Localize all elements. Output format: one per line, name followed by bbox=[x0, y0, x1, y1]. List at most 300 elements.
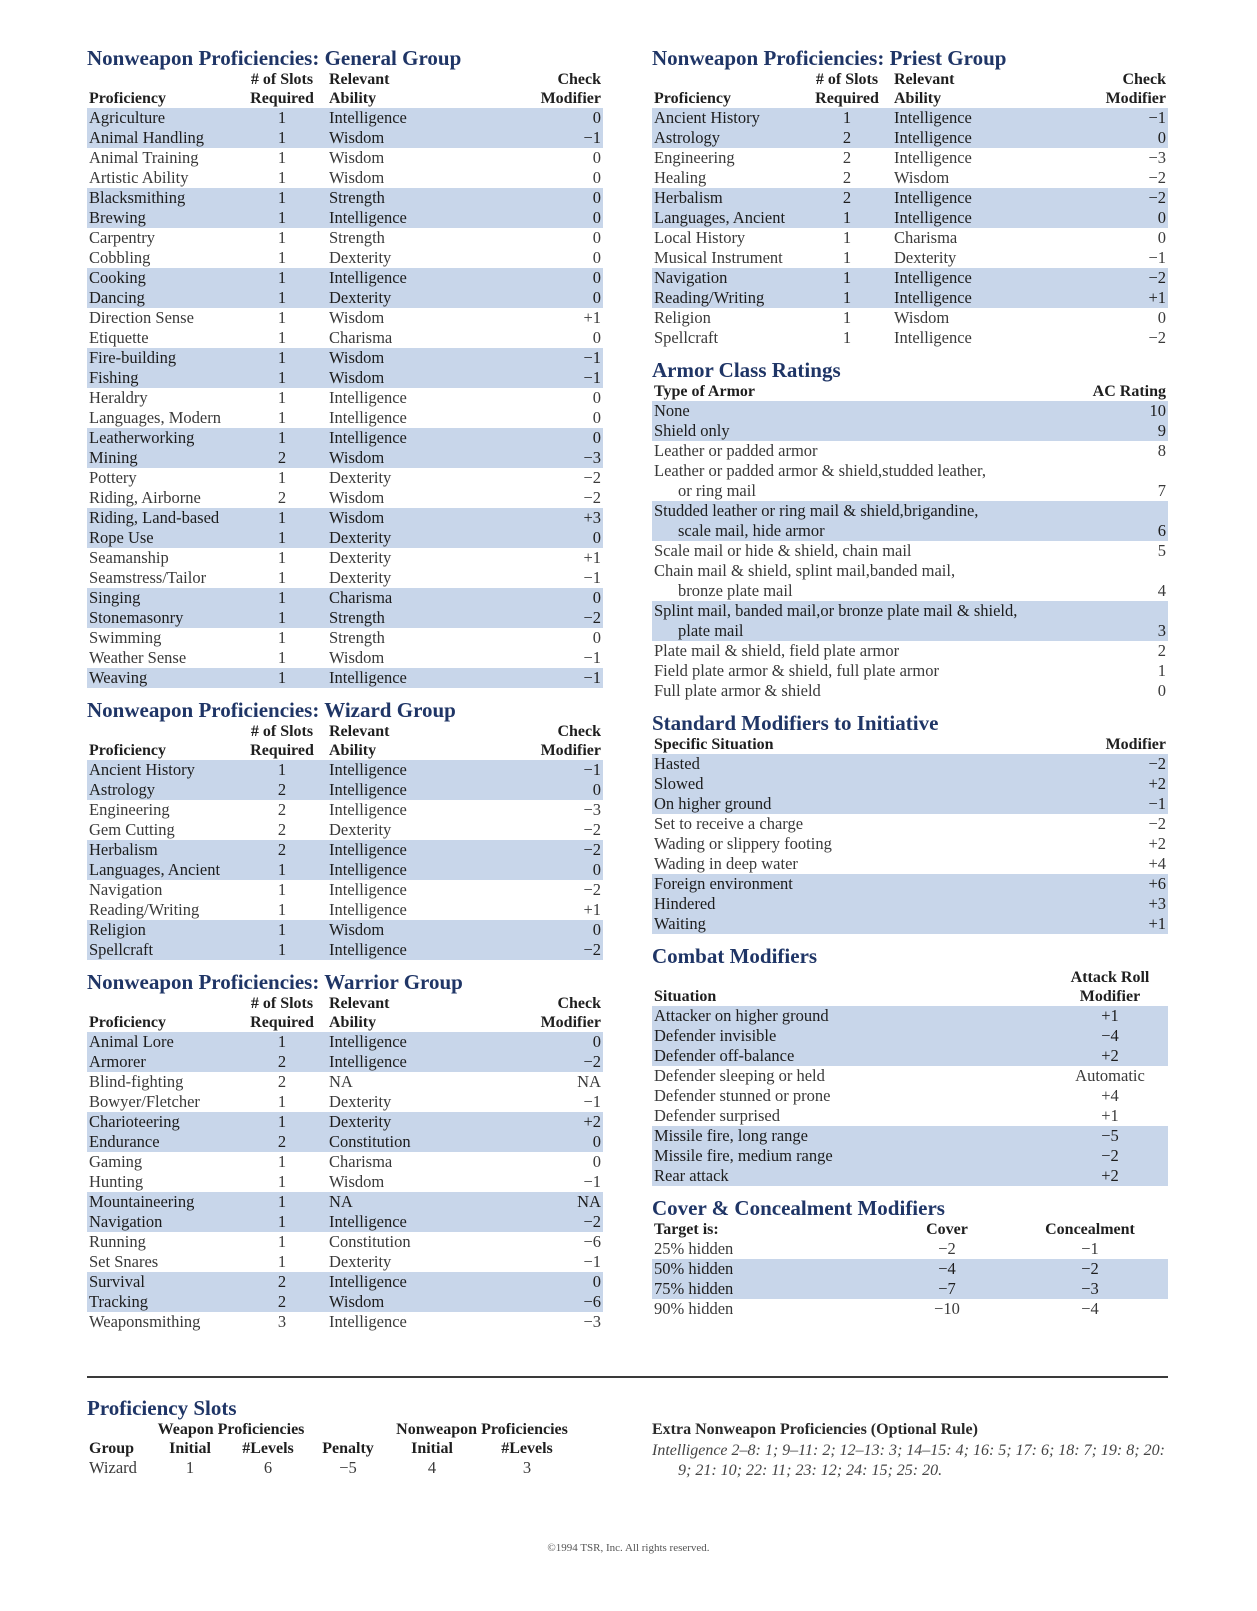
table-row bbox=[652, 188, 1168, 208]
cell-modifier: −1 bbox=[583, 568, 601, 587]
cell-armor-type: Full plate armor & shield bbox=[654, 681, 821, 700]
col-ability-bottom: Ability bbox=[329, 742, 377, 759]
cell-ability: Wisdom bbox=[327, 128, 477, 148]
cell-slots: 1 bbox=[842, 308, 852, 327]
table-row bbox=[652, 308, 1168, 328]
cell-slots: 2 bbox=[277, 1072, 287, 1091]
right-column bbox=[652, 46, 1168, 1329]
col-mod-top: Check bbox=[1122, 71, 1166, 88]
table-row bbox=[87, 940, 603, 960]
table-row bbox=[87, 608, 603, 628]
general-group-table bbox=[87, 70, 603, 688]
cell-modifier: +1 bbox=[1052, 1006, 1168, 1026]
cell-modifier: −5 bbox=[1052, 1126, 1168, 1146]
col-slots-bottom: Required bbox=[250, 1014, 314, 1031]
cell-slots: 1 bbox=[802, 268, 892, 288]
cell-modifier: NA bbox=[477, 1192, 603, 1212]
extra-proficiencies-text: Intelligence 2–8: 1; 9–11: 2; 12–13: 3; 14–15: 4; 16: 5; 17: 6; 18: 7; 19: 8; 20: 9; 21: 10; 22: 11; 23: 12; 24: 15; 25: 20. bbox=[652, 1442, 1165, 1479]
table-row bbox=[87, 468, 603, 488]
general-group-section bbox=[87, 46, 603, 688]
cell-ability: Intelligence bbox=[327, 780, 477, 800]
cell-modifier: −2 bbox=[1042, 268, 1168, 288]
cell-proficiency: Engineering bbox=[89, 800, 170, 819]
cell-proficiency: Set Snares bbox=[89, 1252, 159, 1271]
cell-proficiency: Weaponsmithing bbox=[89, 1312, 201, 1331]
cell-modifier: −4 bbox=[1052, 1026, 1168, 1046]
cell-proficiency: Dancing bbox=[87, 288, 237, 308]
cell-modifier: 0 bbox=[477, 780, 603, 800]
cell-slots: 1 bbox=[277, 248, 287, 267]
table-row bbox=[652, 288, 1168, 308]
cell-modifier: 0 bbox=[477, 108, 603, 128]
cell-target: 25% hidden bbox=[654, 1239, 734, 1258]
initiative-section bbox=[652, 711, 1168, 934]
cell-modifier: 0 bbox=[477, 920, 603, 940]
cell-modifier: +2 bbox=[477, 1112, 603, 1132]
cell-ac-rating: 6 bbox=[1072, 521, 1168, 541]
cell-modifier: −1 bbox=[1072, 794, 1168, 814]
cell-slots: 1 bbox=[237, 920, 327, 940]
table-row bbox=[652, 641, 1168, 661]
cell-ability: NA bbox=[327, 1192, 477, 1212]
cell-ability: Intelligence bbox=[327, 1212, 477, 1232]
col-situation: Situation bbox=[654, 988, 717, 1005]
cell-situation: Missile fire, medium range bbox=[652, 1146, 1052, 1166]
cell-slots: 1 bbox=[277, 1092, 287, 1111]
table-row bbox=[87, 108, 603, 128]
cell-modifier: 0 bbox=[592, 148, 601, 167]
cell-ability: Intelligence bbox=[892, 188, 1042, 208]
col-nw-levels: #Levels bbox=[501, 1440, 553, 1457]
cell-proficiency: Swimming bbox=[89, 628, 162, 647]
cell-proficiency: Spellcraft bbox=[654, 328, 719, 347]
col-ability-bottom: Ability bbox=[329, 90, 377, 107]
table-row bbox=[652, 108, 1168, 128]
col-ability-top: Relevant bbox=[329, 71, 390, 88]
cell-slots: 1 bbox=[802, 288, 892, 308]
cell-modifier: NA bbox=[577, 1072, 601, 1091]
cell-proficiency: Healing bbox=[654, 168, 707, 187]
table-row bbox=[87, 1172, 603, 1192]
cell-modifier: +1 bbox=[1101, 1106, 1119, 1125]
table-row bbox=[87, 1458, 577, 1478]
cell-ability: Wisdom bbox=[329, 1172, 385, 1191]
col-slots-top: # of Slots bbox=[250, 71, 314, 88]
table-row bbox=[87, 800, 603, 820]
col-modifier: Modifier bbox=[1079, 988, 1141, 1005]
table-row bbox=[87, 548, 603, 568]
table-row bbox=[87, 1272, 603, 1292]
cell-modifier: −2 bbox=[1052, 1146, 1168, 1166]
table-row bbox=[87, 248, 603, 268]
cell-proficiency: Languages, Ancient bbox=[87, 860, 237, 880]
cell-modifier: 0 bbox=[1157, 308, 1166, 327]
cell-proficiency: Tracking bbox=[87, 1292, 237, 1312]
cell-ability: Wisdom bbox=[327, 368, 477, 388]
col-initial: Initial bbox=[169, 1440, 211, 1457]
cell-ability: Intelligence bbox=[327, 940, 477, 960]
cell-ability: Intelligence bbox=[327, 1272, 477, 1292]
cell-proficiency: Gaming bbox=[89, 1152, 143, 1171]
cell-modifier: +2 bbox=[1072, 774, 1168, 794]
cell-ability: Intelligence bbox=[327, 860, 477, 880]
cell-ac-rating: 7 bbox=[1157, 481, 1166, 500]
cell-proficiency: Blind-fighting bbox=[89, 1072, 184, 1091]
table-row bbox=[87, 408, 603, 428]
cell-situation: Defender stunned or prone bbox=[654, 1086, 831, 1105]
cell-situation: Defender surprised bbox=[654, 1106, 780, 1125]
extra-proficiencies-section bbox=[652, 1420, 1172, 1481]
cell-ability: Charisma bbox=[329, 328, 393, 347]
cell-ability: Intelligence bbox=[327, 840, 477, 860]
table-row bbox=[652, 874, 1168, 894]
cell-modifier: 0 bbox=[477, 528, 603, 548]
table-row bbox=[87, 1072, 603, 1092]
cell-penalty: −5 bbox=[339, 1458, 357, 1477]
cell-situation: Set to receive a charge bbox=[654, 814, 804, 833]
table-row-continuation bbox=[652, 521, 1168, 541]
cell-modifier: −2 bbox=[583, 488, 601, 507]
cell-modifier: −1 bbox=[583, 1172, 601, 1191]
section-title: Proficiency Slots bbox=[87, 1396, 237, 1420]
weapon-proficiencies-header: Weapon Proficiencies bbox=[157, 1421, 305, 1438]
cell-slots: 1 bbox=[237, 128, 327, 148]
cell-slots: 1 bbox=[237, 1112, 327, 1132]
table-row bbox=[652, 1299, 1168, 1319]
cell-ability: Wisdom bbox=[329, 648, 385, 667]
col-slots-top: # of Slots bbox=[815, 71, 879, 88]
cell-ability: Wisdom bbox=[894, 308, 950, 327]
cell-armor-type: Chain mail & shield, splint mail,banded mail, bbox=[654, 561, 956, 580]
cell-modifier: 0 bbox=[477, 1132, 603, 1152]
section-divider bbox=[87, 1376, 1168, 1378]
col-cover: Cover bbox=[926, 1221, 968, 1238]
cell-proficiency: Blacksmithing bbox=[87, 188, 237, 208]
cell-ability: Wisdom bbox=[327, 508, 477, 528]
cell-proficiency: Survival bbox=[87, 1272, 237, 1292]
cell-ability: Wisdom bbox=[329, 488, 385, 507]
cell-slots: 1 bbox=[237, 588, 327, 608]
section-title: Combat Modifiers bbox=[652, 944, 818, 968]
cell-modifier: 0 bbox=[477, 860, 603, 880]
wizard-group-table bbox=[87, 722, 603, 960]
cell-slots: 1 bbox=[237, 368, 327, 388]
table-row bbox=[652, 894, 1168, 914]
section-title: Armor Class Ratings bbox=[652, 358, 841, 382]
section-title: Nonweapon Proficiencies: Warrior Group bbox=[87, 970, 463, 994]
table-row bbox=[87, 308, 603, 328]
warrior-group-table bbox=[87, 994, 603, 1332]
table-row bbox=[652, 1146, 1168, 1166]
cell-target: 90% hidden bbox=[654, 1299, 734, 1318]
cell-proficiency: Singing bbox=[87, 588, 237, 608]
cell-slots: 1 bbox=[237, 608, 327, 628]
cell-modifier: −6 bbox=[583, 1232, 601, 1251]
cell-slots: 1 bbox=[277, 1152, 287, 1171]
cell-ability: Intelligence bbox=[894, 148, 972, 167]
table-row bbox=[87, 328, 603, 348]
cell-ac-rating: 3 bbox=[1072, 621, 1168, 641]
cell-situation: Defender invisible bbox=[652, 1026, 1052, 1046]
cell-proficiency: Carpentry bbox=[89, 228, 155, 247]
cell-ac-rating: 8 bbox=[1157, 441, 1166, 460]
cell-ability: Intelligence bbox=[894, 328, 972, 347]
cell-ac-rating: 2 bbox=[1157, 641, 1166, 660]
col-proficiency: Proficiency bbox=[89, 90, 167, 107]
cell-modifier: −1 bbox=[477, 128, 603, 148]
cell-nw-initial: 4 bbox=[427, 1458, 437, 1477]
cell-ac-rating bbox=[1072, 461, 1168, 481]
cell-slots: 2 bbox=[802, 128, 892, 148]
priest-group-section bbox=[652, 46, 1168, 348]
table-row bbox=[87, 1132, 603, 1152]
cell-proficiency: Languages, Modern bbox=[89, 408, 221, 427]
cell-modifier: 0 bbox=[592, 328, 601, 347]
cell-ability: Intelligence bbox=[327, 1032, 477, 1052]
cell-ability: Wisdom bbox=[327, 1292, 477, 1312]
cell-slots: 1 bbox=[277, 148, 287, 167]
table-row bbox=[87, 168, 603, 188]
col-situation: Specific Situation bbox=[654, 736, 774, 753]
cell-proficiency: Religion bbox=[654, 308, 711, 327]
wizard-group-section bbox=[87, 698, 603, 960]
cell-slots: 2 bbox=[237, 1272, 327, 1292]
cell-ability: Charisma bbox=[894, 228, 958, 247]
col-ability-top: Relevant bbox=[894, 71, 955, 88]
cell-situation: Wading in deep water bbox=[654, 854, 798, 873]
col-attack-roll: Attack Roll bbox=[1070, 969, 1150, 986]
proficiency-slots-section bbox=[87, 1396, 607, 1478]
armor-class-table bbox=[652, 382, 1168, 701]
cell-slots: 1 bbox=[237, 188, 327, 208]
table-row bbox=[87, 508, 603, 528]
cell-situation: Wading or slippery footing bbox=[654, 834, 832, 853]
cell-slots: 1 bbox=[277, 1172, 287, 1191]
cell-proficiency: Astrology bbox=[87, 780, 237, 800]
cover-concealment-section bbox=[652, 1196, 1168, 1319]
cell-ability: Strength bbox=[327, 608, 477, 628]
cell-proficiency: Bowyer/Fletcher bbox=[89, 1092, 200, 1111]
cell-slots: 1 bbox=[277, 548, 287, 567]
cell-proficiency: Hunting bbox=[89, 1172, 144, 1191]
section-title: Standard Modifiers to Initiative bbox=[652, 711, 939, 735]
cell-modifier: −3 bbox=[1148, 148, 1166, 167]
table-row bbox=[652, 168, 1168, 188]
cell-ability: Dexterity bbox=[329, 548, 392, 567]
table-row bbox=[87, 208, 603, 228]
table-row bbox=[87, 388, 603, 408]
col-slots-bottom: Required bbox=[815, 90, 879, 107]
cell-ability: Intelligence bbox=[892, 108, 1042, 128]
cell-slots: 2 bbox=[237, 840, 327, 860]
table-row bbox=[652, 1279, 1168, 1299]
col-mod-top: Check bbox=[557, 723, 601, 740]
cell-modifier: +2 bbox=[1052, 1166, 1168, 1186]
cell-ability: Dexterity bbox=[894, 248, 957, 267]
cell-ability: Intelligence bbox=[327, 108, 477, 128]
cell-ac-rating: 9 bbox=[1072, 421, 1168, 441]
col-mod-top: Check bbox=[557, 71, 601, 88]
cell-modifier: 0 bbox=[1042, 128, 1168, 148]
cell-slots: 1 bbox=[277, 900, 287, 919]
cell-modifier: +4 bbox=[1101, 1086, 1119, 1105]
cell-slots: 1 bbox=[237, 860, 327, 880]
cell-modifier: −1 bbox=[583, 1252, 601, 1271]
cell-slots: 2 bbox=[237, 1292, 327, 1312]
cell-modifier: 0 bbox=[592, 168, 601, 187]
cell-ability: Dexterity bbox=[329, 820, 392, 839]
col-target: Target is: bbox=[654, 1221, 719, 1238]
cell-modifier: 0 bbox=[477, 208, 603, 228]
cell-proficiency: Armorer bbox=[87, 1052, 237, 1072]
cell-proficiency: Mining bbox=[87, 448, 237, 468]
table-row bbox=[652, 421, 1168, 441]
table-row-continuation bbox=[652, 481, 1168, 501]
cell-ability: Constitution bbox=[329, 1232, 411, 1251]
cell-situation: Hasted bbox=[652, 754, 1072, 774]
table-row bbox=[87, 288, 603, 308]
cell-ability: Intelligence bbox=[892, 208, 1042, 228]
cell-situation: Defender sleeping or held bbox=[654, 1066, 825, 1085]
cell-modifier: +2 bbox=[1052, 1046, 1168, 1066]
table-row bbox=[87, 1252, 603, 1272]
cell-armor-type: Shield only bbox=[652, 421, 1072, 441]
table-row bbox=[652, 401, 1168, 421]
table-row bbox=[652, 1166, 1168, 1186]
table-row bbox=[652, 541, 1168, 561]
table-row bbox=[652, 268, 1168, 288]
cell-situation: Hindered bbox=[652, 894, 1072, 914]
cell-slots: 1 bbox=[277, 408, 287, 427]
cell-armor-type-cont: scale mail, hide armor bbox=[652, 521, 1072, 541]
table-row bbox=[87, 488, 603, 508]
cell-situation: Waiting bbox=[652, 914, 1072, 934]
cell-modifier: 0 bbox=[477, 1032, 603, 1052]
cell-ability: Intelligence bbox=[329, 1312, 407, 1331]
combat-modifiers-table bbox=[652, 968, 1168, 1186]
cell-armor-type: Scale mail or hide & shield, chain mail bbox=[654, 541, 912, 560]
cell-slots: 2 bbox=[802, 188, 892, 208]
cell-slots: 1 bbox=[237, 668, 327, 688]
cell-slots: 1 bbox=[277, 468, 287, 487]
cell-armor-type-cont: or ring mail bbox=[678, 481, 756, 500]
cell-armor-type: Field plate armor & shield, full plate armor bbox=[654, 661, 940, 680]
cell-proficiency: Heraldry bbox=[89, 388, 148, 407]
cell-slots: 1 bbox=[277, 628, 287, 647]
table-row bbox=[87, 1032, 603, 1052]
cell-proficiency: Languages, Ancient bbox=[652, 208, 802, 228]
col-ability-top: Relevant bbox=[329, 995, 390, 1012]
cell-levels: 6 bbox=[263, 1458, 273, 1477]
cell-armor-type: Leather or padded armor bbox=[654, 441, 818, 460]
cell-ability: Strength bbox=[329, 628, 385, 647]
cell-proficiency: Charioteering bbox=[87, 1112, 237, 1132]
table-row bbox=[87, 448, 603, 468]
cell-proficiency: Etiquette bbox=[89, 328, 149, 347]
cell-proficiency: Direction Sense bbox=[89, 308, 194, 327]
cell-proficiency: Weather Sense bbox=[89, 648, 187, 667]
cell-slots: 1 bbox=[277, 228, 287, 247]
table-row bbox=[87, 628, 603, 648]
cell-concealment: −4 bbox=[1081, 1299, 1099, 1318]
cell-ability: Intelligence bbox=[327, 760, 477, 780]
cell-ability: Wisdom bbox=[329, 308, 385, 327]
col-ability-bottom: Ability bbox=[894, 90, 942, 107]
cell-slots: 2 bbox=[237, 780, 327, 800]
table-row bbox=[87, 920, 603, 940]
cell-proficiency: Brewing bbox=[87, 208, 237, 228]
cell-slots: 1 bbox=[237, 760, 327, 780]
col-armor-type: Type of Armor bbox=[654, 383, 756, 400]
cell-modifier: +3 bbox=[477, 508, 603, 528]
col-nw-initial: Initial bbox=[411, 1440, 453, 1457]
table-row bbox=[87, 1052, 603, 1072]
cell-ac-rating bbox=[1072, 561, 1168, 581]
cell-proficiency: Herbalism bbox=[87, 840, 237, 860]
cell-modifier: +4 bbox=[1148, 854, 1166, 873]
cell-slots: 1 bbox=[277, 648, 287, 667]
cell-modifier: 0 bbox=[477, 428, 603, 448]
cell-modifier: 0 bbox=[592, 1152, 601, 1171]
cell-nw-levels: 3 bbox=[522, 1458, 532, 1477]
cell-modifier: +1 bbox=[583, 548, 601, 567]
table-row bbox=[652, 1006, 1168, 1026]
cell-slots: 1 bbox=[237, 288, 327, 308]
cell-ability: Strength bbox=[327, 188, 477, 208]
table-row bbox=[87, 228, 603, 248]
table-row bbox=[652, 1239, 1168, 1259]
cell-ability: Charisma bbox=[329, 1152, 393, 1171]
cell-modifier: −1 bbox=[477, 368, 603, 388]
cell-modifier: 0 bbox=[592, 248, 601, 267]
cell-modifier: 0 bbox=[477, 288, 603, 308]
table-row bbox=[652, 814, 1168, 834]
cell-slots: 1 bbox=[802, 108, 892, 128]
cell-slots: 2 bbox=[277, 820, 287, 839]
cell-proficiency: Astrology bbox=[652, 128, 802, 148]
cell-ability: Wisdom bbox=[894, 168, 950, 187]
cell-modifier: −2 bbox=[477, 840, 603, 860]
cell-armor-type-cont: bronze plate mail bbox=[678, 581, 793, 600]
cell-slots: 1 bbox=[237, 268, 327, 288]
cell-modifier: −1 bbox=[477, 348, 603, 368]
table-row bbox=[652, 754, 1168, 774]
table-row bbox=[652, 328, 1168, 348]
cell-proficiency: Engineering bbox=[654, 148, 735, 167]
cell-cover: −2 bbox=[938, 1239, 956, 1258]
cell-slots: 1 bbox=[237, 108, 327, 128]
table-row bbox=[87, 880, 603, 900]
cell-group: Wizard bbox=[89, 1458, 137, 1477]
cell-modifier: −1 bbox=[477, 760, 603, 780]
table-row bbox=[87, 1312, 603, 1332]
cell-ability: Dexterity bbox=[329, 468, 392, 487]
cell-modifier: +1 bbox=[1072, 914, 1168, 934]
table-row bbox=[652, 794, 1168, 814]
table-row bbox=[652, 561, 1168, 581]
section-title: Nonweapon Proficiencies: Priest Group bbox=[652, 46, 1007, 70]
left-column bbox=[87, 46, 603, 1342]
cell-modifier: 0 bbox=[477, 1272, 603, 1292]
cell-slots: 1 bbox=[237, 348, 327, 368]
cell-slots: 2 bbox=[237, 1132, 327, 1152]
cell-modifier: −1 bbox=[1042, 108, 1168, 128]
table-row bbox=[652, 601, 1168, 621]
cell-slots: 1 bbox=[277, 1232, 287, 1251]
cell-armor-type: Studded leather or ring mail & shield,brigandine, bbox=[652, 501, 1072, 521]
table-row bbox=[652, 248, 1168, 268]
cell-proficiency: Spellcraft bbox=[87, 940, 237, 960]
